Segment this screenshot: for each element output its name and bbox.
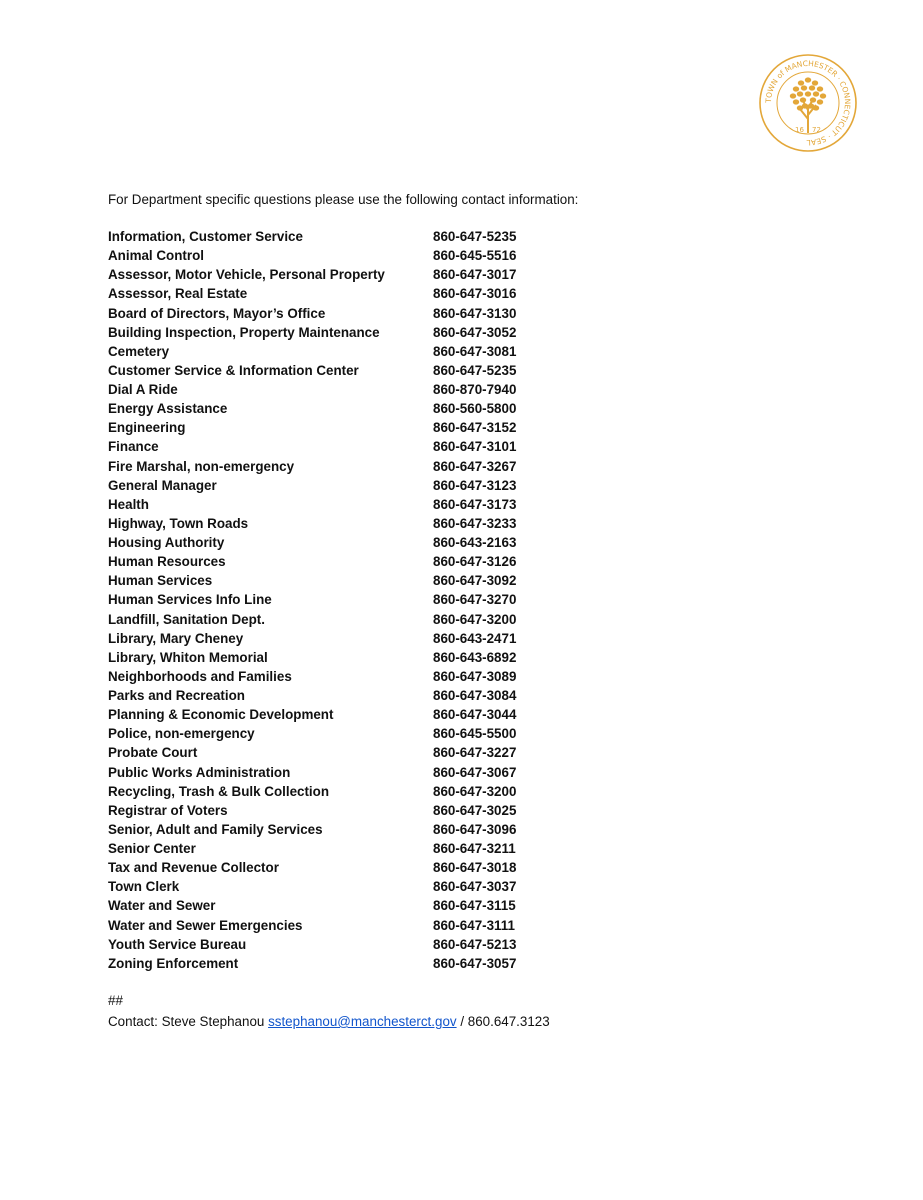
directory-row [108, 896, 516, 915]
directory-row [108, 457, 516, 476]
department-phone: 860-870-7940 [433, 382, 517, 398]
department-phone: 860-647-3211 [433, 841, 516, 857]
seal-leaf [817, 86, 823, 91]
department-phone: 860-560-5800 [433, 401, 517, 417]
directory-row [108, 399, 516, 418]
department-name: Human Resources [108, 554, 226, 570]
department-name: Recycling, Trash & Bulk Collection [108, 783, 329, 799]
department-phone: 860-647-3084 [433, 688, 517, 704]
department-phone: 860-647-3270 [433, 592, 517, 608]
department-name: Board of Directors, Mayor’s Office [108, 305, 326, 321]
seal-leaf [813, 91, 819, 96]
department-name: Senior, Adult and Family Services [108, 821, 323, 837]
directory-row [108, 342, 516, 361]
department-name: Police, non-emergency [108, 726, 255, 742]
directory-row [108, 246, 516, 265]
department-name: Human Services [108, 573, 213, 589]
end-marker: ## [108, 993, 123, 1008]
seal-leaf [798, 80, 804, 85]
directory-row [108, 323, 516, 342]
department-name: Energy Assistance [108, 401, 228, 417]
department-phone: 860-643-6892 [433, 649, 517, 665]
directory-row [108, 304, 516, 323]
town-seal-logo [758, 53, 858, 153]
department-phone: 860-647-3200 [433, 611, 517, 627]
department-phone: 860-647-3200 [433, 783, 517, 799]
department-name: Tax and Revenue Collector [108, 860, 279, 876]
directory-row [108, 533, 516, 552]
seal-leaf [805, 91, 811, 96]
department-phone: 860-647-3267 [433, 458, 517, 474]
directory-row [108, 667, 516, 686]
department-phone: 860-647-3037 [433, 879, 517, 895]
department-phone: 860-647-3092 [433, 573, 517, 589]
department-name: Finance [108, 439, 159, 455]
department-name: Probate Court [108, 745, 198, 761]
department-name: Senior Center [108, 841, 196, 857]
directory-row [108, 629, 516, 648]
svg-text:72: 72 [812, 126, 821, 134]
department-name: Planning & Economic Development [108, 707, 334, 723]
department-phone: 860-647-3025 [433, 802, 517, 818]
department-name: Registrar of Voters [108, 802, 228, 818]
directory-row [108, 265, 516, 284]
department-phone: 860-647-3081 [433, 343, 517, 359]
department-name: Library, Mary Cheney [108, 630, 244, 646]
department-name: Information, Customer Service [108, 229, 303, 245]
directory-row [108, 820, 516, 839]
department-phone: 860-647-3044 [433, 707, 517, 723]
department-directory [108, 227, 516, 973]
department-name: Human Services Info Line [108, 592, 272, 608]
department-phone: 860-647-3115 [433, 898, 516, 914]
department-name: Landfill, Sanitation Dept. [108, 611, 265, 627]
department-phone: 860-647-3152 [433, 420, 517, 436]
department-name: Highway, Town Roads [108, 515, 249, 531]
department-phone: 860-647-3057 [433, 955, 517, 971]
department-phone: 860-647-5235 [433, 362, 517, 378]
department-name: Library, Whiton Memorial [108, 649, 268, 665]
contact-line [108, 1014, 550, 1029]
department-name: Animal Control [108, 248, 204, 264]
seal-leaf [820, 93, 826, 98]
department-phone: 860-647-5213 [433, 936, 517, 952]
department-phone: 860-647-3101 [433, 439, 517, 455]
department-phone: 860-645-5500 [433, 726, 517, 742]
directory-row [108, 935, 516, 954]
directory-row [108, 361, 516, 380]
directory-row [108, 648, 516, 667]
directory-row [108, 552, 516, 571]
department-name: Town Clerk [108, 879, 180, 895]
department-name: Parks and Recreation [108, 688, 245, 704]
directory-row [108, 724, 516, 743]
seal-leaf [805, 77, 811, 82]
department-name: Neighborhoods and Families [108, 668, 292, 684]
department-phone: 860-647-3173 [433, 496, 517, 512]
directory-row [108, 437, 516, 456]
department-name: Youth Service Bureau [108, 936, 247, 952]
department-name: Health [108, 496, 149, 512]
directory-row [108, 954, 516, 973]
directory-row [108, 590, 516, 609]
contact-email-link[interactable]: sstephanou@manchesterct.gov [268, 1014, 457, 1029]
department-phone: 860-647-3018 [433, 860, 517, 876]
department-phone: 860-647-3016 [433, 286, 517, 302]
department-phone: 860-647-3017 [433, 267, 517, 283]
directory-row [108, 839, 516, 858]
department-name: Assessor, Motor Vehicle, Personal Property [108, 267, 385, 283]
department-phone: 860-647-5235 [433, 229, 517, 245]
department-name: Fire Marshal, non-emergency [108, 458, 295, 474]
department-phone: 860-647-3089 [433, 668, 517, 684]
seal-leaf [817, 99, 823, 104]
seal-leaf [812, 80, 818, 85]
directory-row [108, 571, 516, 590]
directory-row [108, 514, 516, 533]
directory-row [108, 763, 516, 782]
department-name: Public Works Administration [108, 764, 291, 780]
directory-row [108, 916, 516, 935]
seal-leaf [793, 86, 799, 91]
seal-leaf [801, 85, 807, 90]
department-phone: 860-647-3227 [433, 745, 517, 761]
directory-row [108, 495, 516, 514]
department-phone: 860-647-3123 [433, 477, 517, 493]
department-name: Zoning Enforcement [108, 955, 239, 971]
department-phone: 860-643-2471 [433, 630, 517, 646]
department-phone: 860-647-3126 [433, 554, 517, 570]
department-phone: 860-647-3111 [433, 917, 515, 933]
department-name: Housing Authority [108, 535, 225, 551]
department-name: Water and Sewer [108, 898, 216, 914]
department-phone: 860-647-3130 [433, 305, 517, 321]
department-phone: 860-645-5516 [433, 248, 517, 264]
directory-row [108, 801, 516, 820]
directory-row [108, 227, 516, 246]
department-name: Cemetery [108, 343, 170, 359]
directory-row [108, 877, 516, 896]
directory-row [108, 418, 516, 437]
department-phone: 860-647-3067 [433, 764, 517, 780]
department-name: Dial A Ride [108, 382, 178, 398]
contact-prefix: Contact: Steve Stephanou [108, 1014, 269, 1029]
department-phone: 860-647-3052 [433, 324, 517, 340]
department-phone: 860-647-3096 [433, 821, 517, 837]
contact-suffix: / 860.647.3123 [456, 1014, 550, 1029]
directory-row [108, 743, 516, 762]
intro-text: For Department specific questions please use the following contact information: [108, 192, 579, 207]
svg-text:16: 16 [795, 126, 804, 134]
seal-leaf [790, 93, 796, 98]
department-name: Water and Sewer Emergencies [108, 917, 303, 933]
directory-row [108, 705, 516, 724]
department-name: Engineering [108, 420, 186, 436]
directory-row [108, 858, 516, 877]
department-name: Customer Service & Information Center [108, 362, 359, 378]
directory-row [108, 610, 516, 629]
directory-row [108, 380, 516, 399]
seal-leaf [793, 99, 799, 104]
directory-row [108, 476, 516, 495]
department-name: Assessor, Real Estate [108, 286, 248, 302]
directory-row [108, 782, 516, 801]
seal-leaf [809, 85, 815, 90]
department-phone: 860-643-2163 [433, 535, 517, 551]
directory-row [108, 686, 516, 705]
department-phone: 860-647-3233 [433, 515, 517, 531]
directory-row [108, 284, 516, 303]
seal-leaf [797, 91, 803, 96]
department-name: Building Inspection, Property Maintenance [108, 324, 380, 340]
svg-text:TOWN of MANCHESTER · CONNECTIC: TOWN of MANCHESTER · CONNECTICUT · SEAL [763, 58, 853, 148]
department-name: General Manager [108, 477, 217, 493]
